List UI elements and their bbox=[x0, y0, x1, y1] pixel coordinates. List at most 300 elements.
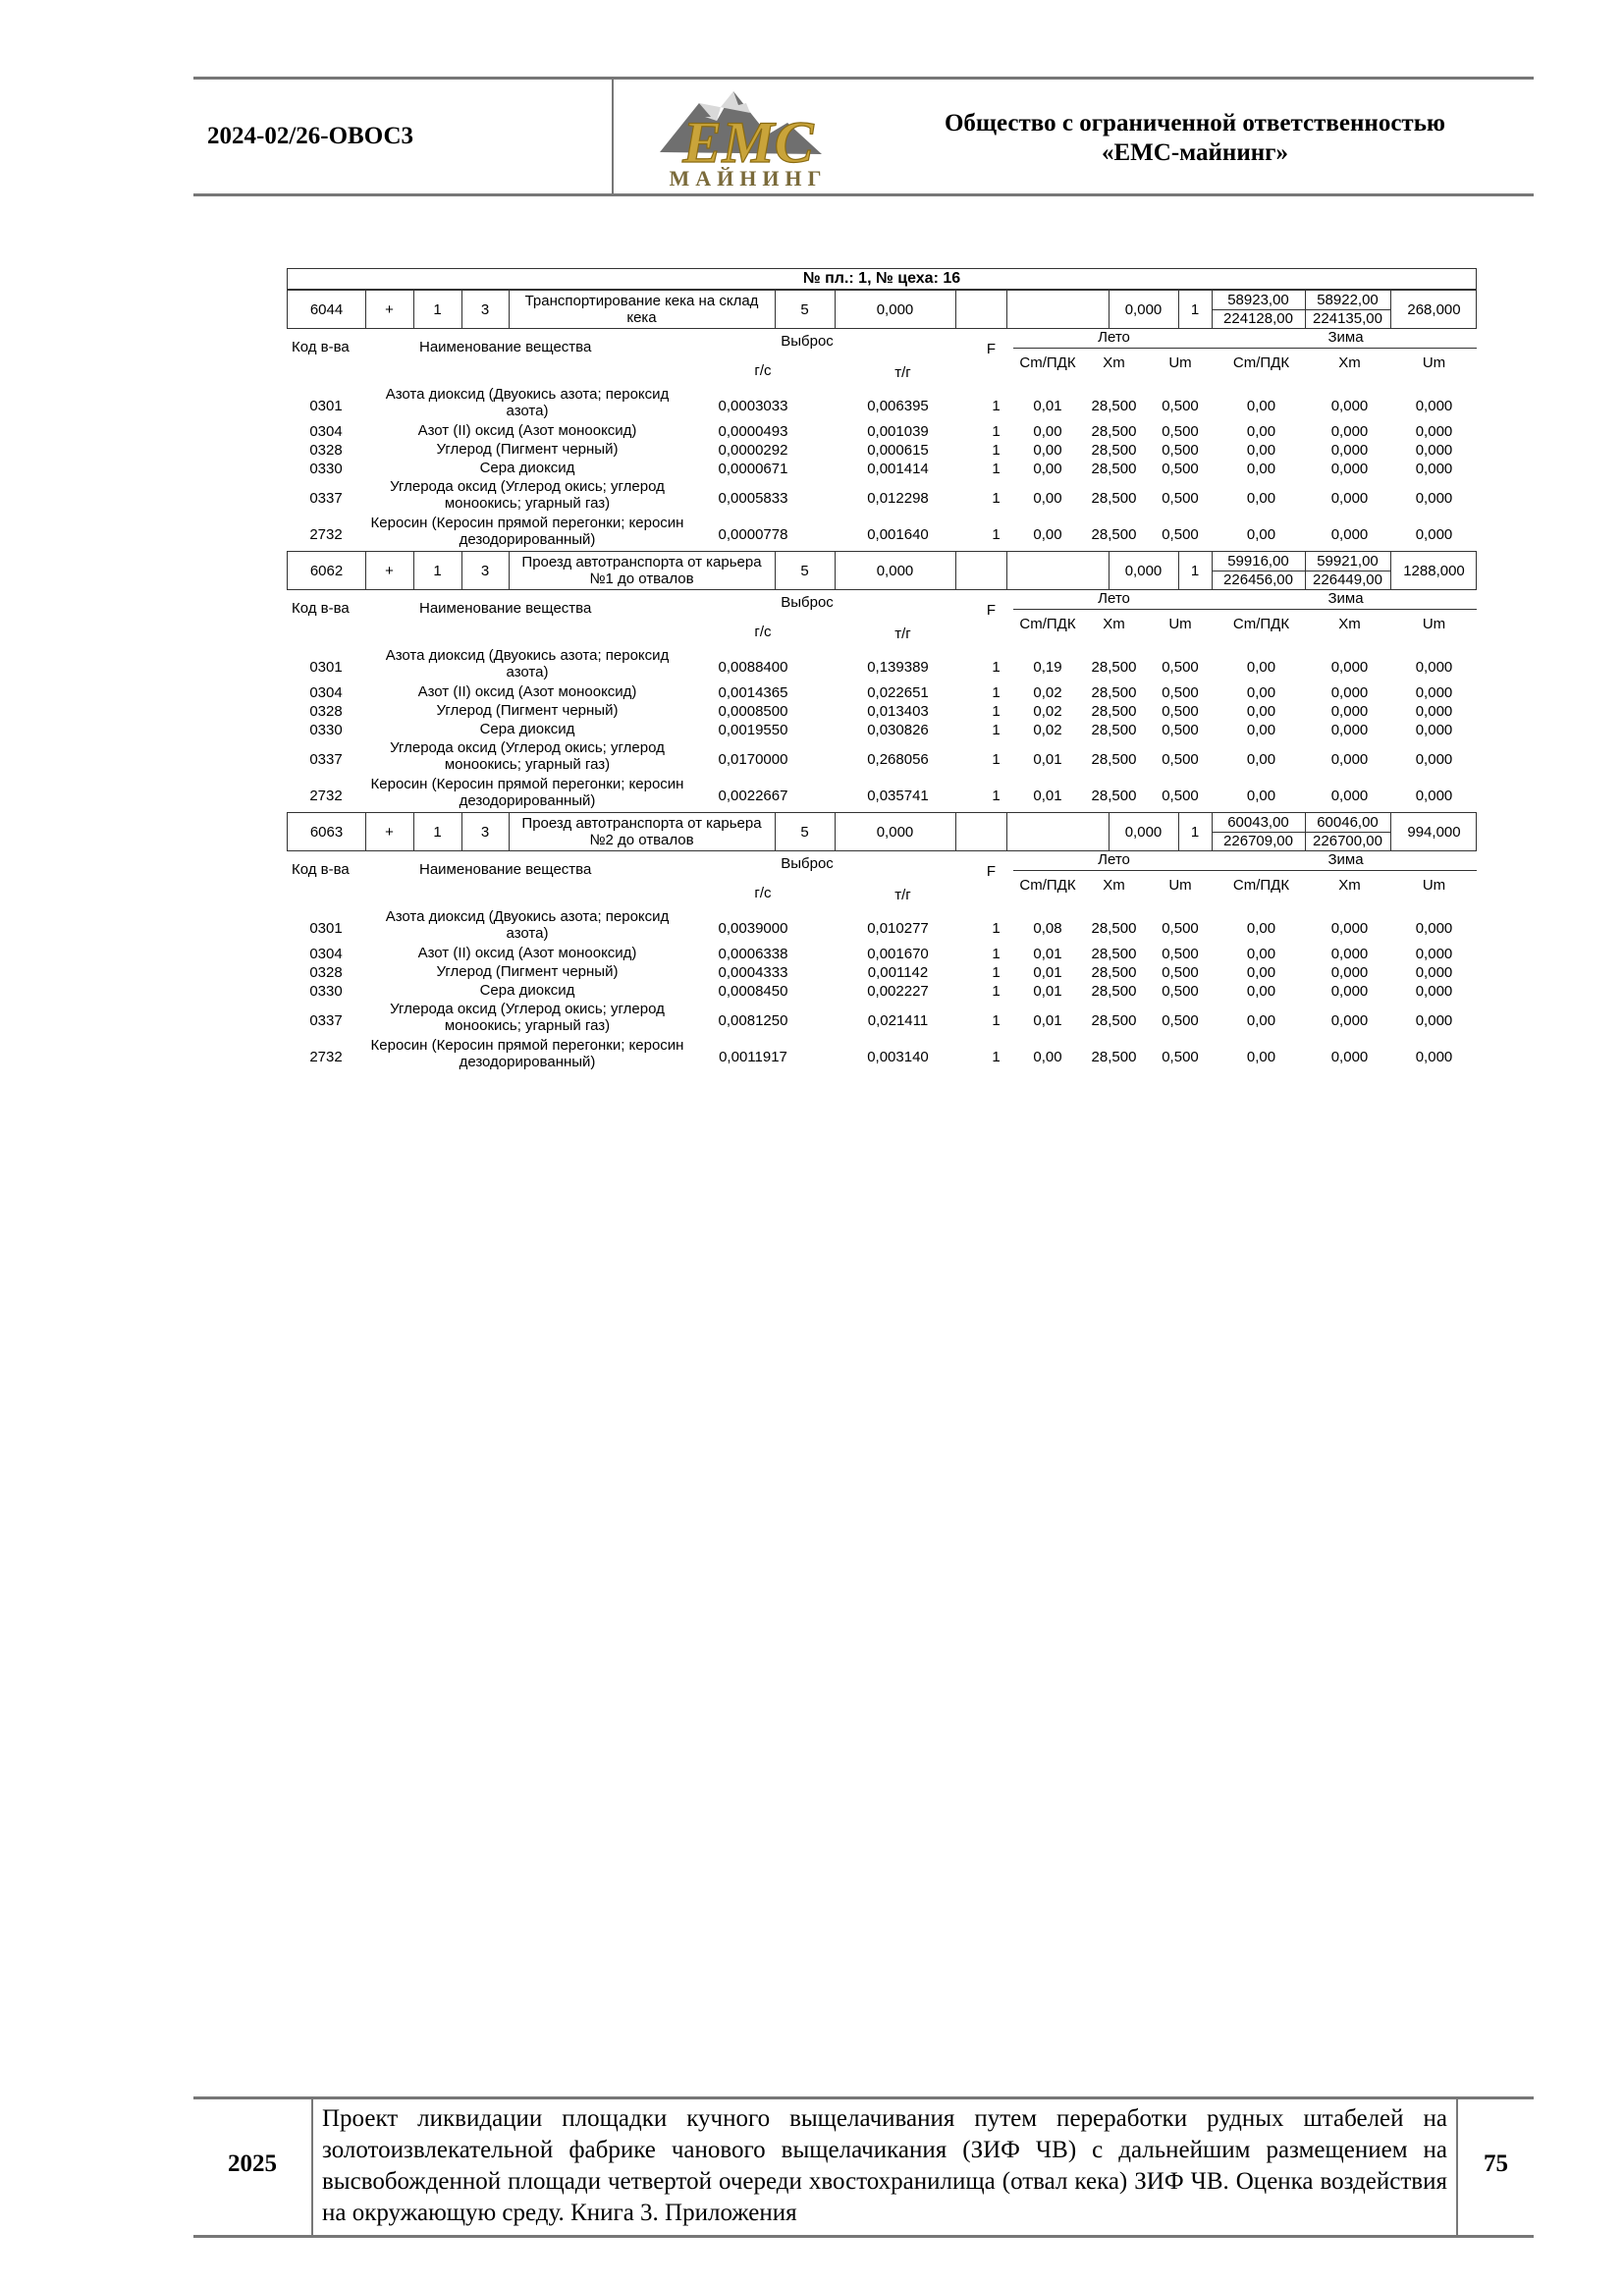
substance-w-cm: 0,00 bbox=[1246, 461, 1276, 477]
coordinate-bottom: 226700,00 bbox=[1313, 833, 1382, 849]
substance-gs: 0,0039000 bbox=[718, 920, 788, 937]
substance-s-xm: 28,500 bbox=[1091, 461, 1137, 477]
coordinate-bottom: 226709,00 bbox=[1223, 833, 1293, 849]
source-cell-c: 5 bbox=[775, 291, 836, 328]
substance-s-xm: 28,500 bbox=[1091, 983, 1137, 1000]
substance-s-cm: 0,01 bbox=[1033, 983, 1062, 1000]
header-summer: Лето bbox=[1098, 329, 1130, 346]
substance-f: 1 bbox=[992, 526, 1001, 543]
substance-row bbox=[287, 441, 1477, 460]
substance-name: Углерода оксид (Углерод окись; углерод моноокись; угарный газ) bbox=[390, 739, 665, 773]
coordinate-top: 60043,00 bbox=[1227, 814, 1289, 831]
substance-w-cm: 0,00 bbox=[1246, 442, 1276, 459]
substance-w-xm: 0,000 bbox=[1330, 1012, 1369, 1029]
coordinate-top: 58922,00 bbox=[1317, 292, 1379, 308]
substance-s-cm: 0,01 bbox=[1033, 398, 1062, 414]
substance-w-xm: 0,000 bbox=[1330, 751, 1369, 768]
substance-w-xm: 0,000 bbox=[1330, 788, 1369, 804]
header-f: F bbox=[986, 341, 997, 357]
header-w-xm: Xm bbox=[1338, 616, 1361, 632]
substance-w-cm: 0,00 bbox=[1246, 490, 1276, 507]
header-divider bbox=[612, 80, 614, 193]
substance-gs: 0,0019550 bbox=[718, 722, 788, 738]
substance-name: Азот (II) оксид (Азот монооксид) bbox=[417, 422, 637, 439]
source-cell-coord1 bbox=[1212, 813, 1306, 850]
substance-s-xm: 28,500 bbox=[1091, 964, 1137, 981]
header-f: F bbox=[986, 863, 997, 880]
substance-s-um: 0,500 bbox=[1162, 751, 1199, 768]
substance-tg: 0,013403 bbox=[867, 703, 929, 720]
logo-mining-text: МАЙНИНГ bbox=[669, 166, 828, 190]
substance-s-cm: 0,02 bbox=[1033, 722, 1062, 738]
substance-s-um: 0,500 bbox=[1162, 1012, 1199, 1029]
substance-s-um: 0,500 bbox=[1162, 684, 1199, 701]
header-s-cm: Cm/ПДК bbox=[1019, 354, 1076, 371]
substance-s-xm: 28,500 bbox=[1091, 946, 1137, 962]
header-rule bbox=[1013, 870, 1477, 871]
header-code: Код в-ва bbox=[292, 600, 350, 617]
substance-name: Азота диоксид (Двуокись азота; пероксид азота) bbox=[385, 908, 670, 942]
substance-code: 0337 bbox=[309, 490, 343, 507]
header-w-cm: Cm/ПДК bbox=[1232, 877, 1290, 894]
source-cell-id: 6062 bbox=[288, 552, 366, 589]
substance-tg: 0,268056 bbox=[867, 751, 929, 768]
substance-row bbox=[287, 386, 1477, 422]
substance-code: 0337 bbox=[309, 1012, 343, 1029]
substance-s-um: 0,500 bbox=[1162, 964, 1199, 981]
header-name: Наименование вещества bbox=[419, 339, 592, 355]
substance-row bbox=[287, 647, 1477, 683]
substance-name: Углерода оксид (Углерод окись; углерод моноокись; угарный газ) bbox=[390, 478, 665, 512]
source-cell-sign: + bbox=[365, 813, 414, 850]
substance-w-um: 0,000 bbox=[1415, 423, 1453, 440]
substance-row bbox=[287, 683, 1477, 702]
substance-gs: 0,0022667 bbox=[718, 788, 788, 804]
substance-row bbox=[287, 515, 1477, 551]
substance-w-cm: 0,00 bbox=[1246, 526, 1276, 543]
substance-s-xm: 28,500 bbox=[1091, 1012, 1137, 1029]
coordinate-top: 60046,00 bbox=[1317, 814, 1379, 831]
source-cell-id: 6063 bbox=[288, 813, 366, 850]
coordinate-bottom: 226456,00 bbox=[1223, 571, 1293, 588]
substance-s-um: 0,500 bbox=[1162, 788, 1199, 804]
source-cell-d: 0,000 bbox=[835, 552, 956, 589]
substance-tg: 0,022651 bbox=[867, 684, 929, 701]
substance-w-um: 0,000 bbox=[1415, 703, 1453, 720]
source-cell-id: 6044 bbox=[288, 291, 366, 328]
substance-f: 1 bbox=[992, 398, 1001, 414]
substance-w-um: 0,000 bbox=[1415, 788, 1453, 804]
substance-header bbox=[287, 851, 1477, 908]
substance-f: 1 bbox=[992, 1049, 1001, 1065]
substance-w-cm: 0,00 bbox=[1246, 703, 1276, 720]
substance-w-um: 0,000 bbox=[1415, 490, 1453, 507]
substance-name: Керосин (Керосин прямой перегонки; керосин дезодорированный) bbox=[370, 776, 684, 809]
substance-s-um: 0,500 bbox=[1162, 722, 1199, 738]
source-cell-coord2 bbox=[1305, 291, 1391, 328]
header-w-cm: Cm/ПДК bbox=[1232, 616, 1290, 632]
substance-row bbox=[287, 478, 1477, 515]
emission-table bbox=[287, 268, 1477, 1073]
table-title: № пл.: 1, № цеха: 16 bbox=[287, 268, 1477, 290]
substance-s-um: 0,500 bbox=[1162, 442, 1199, 459]
source-cell-e: 0,000 bbox=[1109, 813, 1179, 850]
substance-s-um: 0,500 bbox=[1162, 423, 1199, 440]
source-row bbox=[287, 812, 1477, 851]
substance-code: 2732 bbox=[309, 788, 343, 804]
header-gs: г/с bbox=[754, 362, 772, 379]
substance-row bbox=[287, 908, 1477, 945]
substance-w-xm: 0,000 bbox=[1330, 659, 1369, 676]
substance-w-cm: 0,00 bbox=[1246, 983, 1276, 1000]
substance-w-cm: 0,00 bbox=[1246, 398, 1276, 414]
substance-s-cm: 0,02 bbox=[1033, 684, 1062, 701]
substance-s-cm: 0,00 bbox=[1033, 442, 1062, 459]
header-winter: Зима bbox=[1327, 329, 1364, 346]
substance-tg: 0,021411 bbox=[867, 1012, 929, 1029]
substance-s-cm: 0,00 bbox=[1033, 423, 1062, 440]
substance-code: 2732 bbox=[309, 526, 343, 543]
substance-tg: 0,006395 bbox=[867, 398, 929, 414]
substance-w-um: 0,000 bbox=[1415, 398, 1453, 414]
header-w-um: Um bbox=[1422, 877, 1446, 894]
substance-code: 2732 bbox=[309, 1049, 343, 1065]
substance-w-xm: 0,000 bbox=[1330, 1049, 1369, 1065]
substance-f: 1 bbox=[992, 920, 1001, 937]
substance-f: 1 bbox=[992, 703, 1001, 720]
header-winter: Зима bbox=[1327, 590, 1364, 607]
substance-gs: 0,0000671 bbox=[718, 461, 788, 477]
substance-w-xm: 0,000 bbox=[1330, 946, 1369, 962]
substance-s-um: 0,500 bbox=[1162, 461, 1199, 477]
substance-f: 1 bbox=[992, 1012, 1001, 1029]
substance-tg: 0,001142 bbox=[867, 964, 929, 981]
substance-s-um: 0,500 bbox=[1162, 526, 1199, 543]
header-s-xm: Xm bbox=[1103, 616, 1125, 632]
footer-year: 2025 bbox=[228, 2150, 277, 2177]
source-row bbox=[287, 290, 1477, 329]
substance-f: 1 bbox=[992, 788, 1001, 804]
substance-s-xm: 28,500 bbox=[1091, 526, 1137, 543]
substance-s-xm: 28,500 bbox=[1091, 751, 1137, 768]
substance-row bbox=[287, 1001, 1477, 1037]
source-cell-sign: + bbox=[365, 291, 414, 328]
substance-s-xm: 28,500 bbox=[1091, 398, 1137, 414]
substance-w-um: 0,000 bbox=[1415, 920, 1453, 937]
coordinate-top: 59921,00 bbox=[1317, 553, 1379, 570]
substance-code: 0337 bbox=[309, 751, 343, 768]
substance-w-um: 0,000 bbox=[1415, 1049, 1453, 1065]
substance-name: Углерод (Пигмент черный) bbox=[436, 963, 619, 980]
substance-f: 1 bbox=[992, 442, 1001, 459]
substance-s-cm: 0,19 bbox=[1033, 659, 1062, 676]
header-name: Наименование вещества bbox=[419, 600, 592, 617]
source-cell-b: 3 bbox=[461, 552, 510, 589]
header-w-cm: Cm/ПДК bbox=[1232, 354, 1290, 371]
substance-w-xm: 0,000 bbox=[1330, 398, 1369, 414]
substance-s-cm: 0,00 bbox=[1033, 526, 1062, 543]
source-cell-e: 0,000 bbox=[1109, 291, 1179, 328]
substance-s-xm: 28,500 bbox=[1091, 703, 1137, 720]
header-rule bbox=[1013, 609, 1477, 610]
substance-tg: 0,000615 bbox=[867, 442, 929, 459]
substance-code: 0330 bbox=[309, 461, 343, 477]
source-cell-b: 3 bbox=[461, 291, 510, 328]
substance-code: 0301 bbox=[309, 659, 343, 676]
substance-gs: 0,0003033 bbox=[718, 398, 788, 414]
source-cell-blank1 bbox=[955, 291, 1007, 328]
substance-w-xm: 0,000 bbox=[1330, 684, 1369, 701]
substance-row bbox=[287, 963, 1477, 982]
substance-w-um: 0,000 bbox=[1415, 964, 1453, 981]
substance-f: 1 bbox=[992, 722, 1001, 738]
substance-s-xm: 28,500 bbox=[1091, 659, 1137, 676]
substance-tg: 0,010277 bbox=[867, 920, 929, 937]
substance-gs: 0,0000493 bbox=[718, 423, 788, 440]
substance-tg: 0,035741 bbox=[867, 788, 929, 804]
logo-emc-text: EMC bbox=[682, 110, 814, 175]
substance-gs: 0,0008450 bbox=[718, 983, 788, 1000]
header-w-xm: Xm bbox=[1338, 877, 1361, 894]
substance-s-um: 0,500 bbox=[1162, 703, 1199, 720]
header-code: Код в-ва bbox=[292, 861, 350, 878]
substance-name: Азот (II) оксид (Азот монооксид) bbox=[417, 945, 637, 961]
page-footer bbox=[193, 2096, 1534, 2238]
substance-s-xm: 28,500 bbox=[1091, 722, 1137, 738]
substance-name: Углерод (Пигмент черный) bbox=[436, 702, 619, 719]
source-cell-g: 1 bbox=[1178, 552, 1213, 589]
substance-row bbox=[287, 945, 1477, 963]
substance-code: 0304 bbox=[309, 684, 343, 701]
coordinate-bottom: 224128,00 bbox=[1223, 310, 1293, 327]
company-name bbox=[871, 109, 1519, 168]
substance-gs: 0,0000778 bbox=[718, 526, 788, 543]
substance-w-cm: 0,00 bbox=[1246, 964, 1276, 981]
coordinate-bottom: 226449,00 bbox=[1313, 571, 1382, 588]
source-cell-blank1 bbox=[955, 813, 1007, 850]
substance-w-um: 0,000 bbox=[1415, 1012, 1453, 1029]
sources-container bbox=[287, 290, 1477, 1073]
footer-document-title: Проект ликвидации площадки кучного выщелачивания путем переработки рудных штабелей на золотоизвлекательной фабрике чанового выщелачикания (ЗИФ ЧВ) с дальнейшим размещением на высвобожденной площади четвертой очереди хвостохранилища (отвал кека) ЗИФ ЧВ. Оценка воздействия на окружающую среду. Книга 3. Приложения bbox=[322, 2105, 1447, 2226]
substance-name: Азота диоксид (Двуокись азота; пероксид азота) bbox=[385, 386, 670, 419]
substance-s-xm: 28,500 bbox=[1091, 490, 1137, 507]
substance-row bbox=[287, 422, 1477, 441]
substance-code: 0328 bbox=[309, 703, 343, 720]
substance-w-um: 0,000 bbox=[1415, 442, 1453, 459]
source-cell-blank1 bbox=[955, 552, 1007, 589]
substance-row bbox=[287, 739, 1477, 776]
source-cell-coord1 bbox=[1212, 552, 1306, 589]
header-tg: т/г bbox=[894, 364, 911, 381]
substance-code: 0330 bbox=[309, 983, 343, 1000]
header-f: F bbox=[986, 602, 997, 619]
substance-s-cm: 0,08 bbox=[1033, 920, 1062, 937]
header-rule bbox=[1013, 348, 1477, 349]
header-s-cm: Cm/ПДК bbox=[1019, 877, 1076, 894]
substance-name: Азота диоксид (Двуокись азота; пероксид азота) bbox=[385, 647, 670, 680]
substance-s-xm: 28,500 bbox=[1091, 423, 1137, 440]
source-cell-g: 1 bbox=[1178, 291, 1213, 328]
substance-name: Сера диоксид bbox=[479, 721, 575, 737]
source-cell-name: Транспортирование кека на склад кека bbox=[509, 291, 776, 328]
substance-w-xm: 0,000 bbox=[1330, 983, 1369, 1000]
substance-s-cm: 0,01 bbox=[1033, 964, 1062, 981]
header-tg: т/г bbox=[894, 887, 911, 903]
substance-w-xm: 0,000 bbox=[1330, 920, 1369, 937]
substance-w-cm: 0,00 bbox=[1246, 423, 1276, 440]
substance-name: Сера диоксид bbox=[479, 460, 575, 476]
substance-row bbox=[287, 702, 1477, 721]
substance-s-xm: 28,500 bbox=[1091, 788, 1137, 804]
substance-code: 0328 bbox=[309, 442, 343, 459]
substance-tg: 0,001414 bbox=[867, 461, 929, 477]
substance-f: 1 bbox=[992, 684, 1001, 701]
substance-s-xm: 28,500 bbox=[1091, 684, 1137, 701]
substance-f: 1 bbox=[992, 964, 1001, 981]
substance-tg: 0,002227 bbox=[867, 983, 929, 1000]
source-cell-coord1 bbox=[1212, 291, 1306, 328]
source-cell-c: 5 bbox=[775, 552, 836, 589]
substance-w-um: 0,000 bbox=[1415, 684, 1453, 701]
substance-s-xm: 28,500 bbox=[1091, 1049, 1137, 1065]
header-emission: Выброс bbox=[781, 594, 834, 611]
source-cell-sign: + bbox=[365, 552, 414, 589]
substance-s-um: 0,500 bbox=[1162, 1049, 1199, 1065]
substance-w-cm: 0,00 bbox=[1246, 751, 1276, 768]
substance-s-xm: 28,500 bbox=[1091, 442, 1137, 459]
substance-w-um: 0,000 bbox=[1415, 659, 1453, 676]
document-code: 2024-02/26-ОВОС3 bbox=[207, 123, 414, 149]
substance-row bbox=[287, 460, 1477, 478]
source-cell-name: Проезд автотранспорта от карьера №1 до отвалов bbox=[509, 552, 776, 589]
company-name-line1: Общество с ограниченной ответственностью bbox=[944, 110, 1446, 136]
substance-w-xm: 0,000 bbox=[1330, 526, 1369, 543]
substance-name: Азот (II) оксид (Азот монооксид) bbox=[417, 683, 637, 700]
source-cell-last: 268,000 bbox=[1407, 300, 1461, 318]
header-winter: Зима bbox=[1327, 851, 1364, 868]
source-cell-g: 1 bbox=[1178, 813, 1213, 850]
substance-w-cm: 0,00 bbox=[1246, 1049, 1276, 1065]
substance-w-cm: 0,00 bbox=[1246, 946, 1276, 962]
substance-row bbox=[287, 776, 1477, 812]
substance-code: 0330 bbox=[309, 722, 343, 738]
substance-w-um: 0,000 bbox=[1415, 461, 1453, 477]
substance-w-cm: 0,00 bbox=[1246, 1012, 1276, 1029]
header-w-um: Um bbox=[1422, 616, 1446, 632]
substance-f: 1 bbox=[992, 983, 1001, 1000]
substance-gs: 0,0170000 bbox=[718, 751, 788, 768]
header-s-um: Um bbox=[1168, 354, 1192, 371]
header-s-um: Um bbox=[1168, 877, 1192, 894]
substance-s-xm: 28,500 bbox=[1091, 920, 1137, 937]
source-cell-last: 994,000 bbox=[1407, 823, 1461, 841]
source-row bbox=[287, 551, 1477, 590]
substance-header bbox=[287, 329, 1477, 386]
substance-w-um: 0,000 bbox=[1415, 946, 1453, 962]
page-header bbox=[193, 77, 1534, 196]
source-cell-blank2 bbox=[1006, 552, 1110, 589]
header-name: Наименование вещества bbox=[419, 861, 592, 878]
substance-code: 0301 bbox=[309, 398, 343, 414]
substance-row bbox=[287, 982, 1477, 1001]
substance-s-um: 0,500 bbox=[1162, 946, 1199, 962]
substance-code: 0328 bbox=[309, 964, 343, 981]
substance-gs: 0,0011917 bbox=[719, 1049, 787, 1065]
substance-w-um: 0,000 bbox=[1415, 526, 1453, 543]
header-emission: Выброс bbox=[781, 855, 834, 872]
substance-s-cm: 0,01 bbox=[1033, 946, 1062, 962]
substance-header bbox=[287, 590, 1477, 647]
header-s-um: Um bbox=[1168, 616, 1192, 632]
substance-name: Керосин (Керосин прямой перегонки; керосин дезодорированный) bbox=[370, 1037, 684, 1070]
substance-w-xm: 0,000 bbox=[1330, 722, 1369, 738]
substance-tg: 0,012298 bbox=[867, 490, 929, 507]
substance-s-cm: 0,00 bbox=[1033, 490, 1062, 507]
substance-gs: 0,0008500 bbox=[718, 703, 788, 720]
substance-f: 1 bbox=[992, 751, 1001, 768]
substance-gs: 0,0081250 bbox=[718, 1012, 788, 1029]
header-s-cm: Cm/ПДК bbox=[1019, 616, 1076, 632]
substance-w-xm: 0,000 bbox=[1330, 423, 1369, 440]
substance-s-um: 0,500 bbox=[1162, 490, 1199, 507]
header-tg: т/г bbox=[894, 626, 911, 642]
substance-gs: 0,0004333 bbox=[718, 964, 788, 981]
substance-tg: 0,139389 bbox=[867, 659, 929, 676]
substance-code: 0301 bbox=[309, 920, 343, 937]
substance-s-cm: 0,02 bbox=[1033, 703, 1062, 720]
source-cell-d: 0,000 bbox=[835, 813, 956, 850]
substance-w-xm: 0,000 bbox=[1330, 461, 1369, 477]
substance-tg: 0,030826 bbox=[867, 722, 929, 738]
substance-s-cm: 0,00 bbox=[1033, 461, 1062, 477]
substance-w-xm: 0,000 bbox=[1330, 442, 1369, 459]
substance-s-um: 0,500 bbox=[1162, 983, 1199, 1000]
substance-w-um: 0,000 bbox=[1415, 751, 1453, 768]
substance-s-cm: 0,01 bbox=[1033, 751, 1062, 768]
footer-divider-left bbox=[311, 2099, 313, 2235]
coordinate-bottom: 224135,00 bbox=[1313, 310, 1382, 327]
source-cell-d: 0,000 bbox=[835, 291, 956, 328]
source-cell-a: 1 bbox=[413, 552, 462, 589]
substance-name: Углерод (Пигмент черный) bbox=[436, 441, 619, 458]
substance-tg: 0,001039 bbox=[867, 423, 929, 440]
source-cell-b: 3 bbox=[461, 813, 510, 850]
substance-gs: 0,0014365 bbox=[718, 684, 788, 701]
header-s-xm: Xm bbox=[1103, 354, 1125, 371]
coordinate-top: 59916,00 bbox=[1227, 553, 1289, 570]
substance-w-cm: 0,00 bbox=[1246, 684, 1276, 701]
substance-gs: 0,0005833 bbox=[718, 490, 788, 507]
substance-w-um: 0,000 bbox=[1415, 983, 1453, 1000]
substance-f: 1 bbox=[992, 461, 1001, 477]
substance-f: 1 bbox=[992, 946, 1001, 962]
substance-f: 1 bbox=[992, 423, 1001, 440]
header-gs: г/с bbox=[754, 624, 772, 640]
substance-gs: 0,0088400 bbox=[718, 659, 788, 676]
substance-gs: 0,0006338 bbox=[718, 946, 788, 962]
header-s-xm: Xm bbox=[1103, 877, 1125, 894]
source-cell-e: 0,000 bbox=[1109, 552, 1179, 589]
page-number: 75 bbox=[1484, 2150, 1508, 2177]
substance-code: 0304 bbox=[309, 946, 343, 962]
source-cell-last: 1288,000 bbox=[1403, 562, 1465, 579]
substance-s-cm: 0,01 bbox=[1033, 1012, 1062, 1029]
header-gs: г/с bbox=[754, 885, 772, 901]
substance-s-cm: 0,01 bbox=[1033, 788, 1062, 804]
header-w-um: Um bbox=[1422, 354, 1446, 371]
substance-w-cm: 0,00 bbox=[1246, 788, 1276, 804]
source-cell-coord2 bbox=[1305, 813, 1391, 850]
